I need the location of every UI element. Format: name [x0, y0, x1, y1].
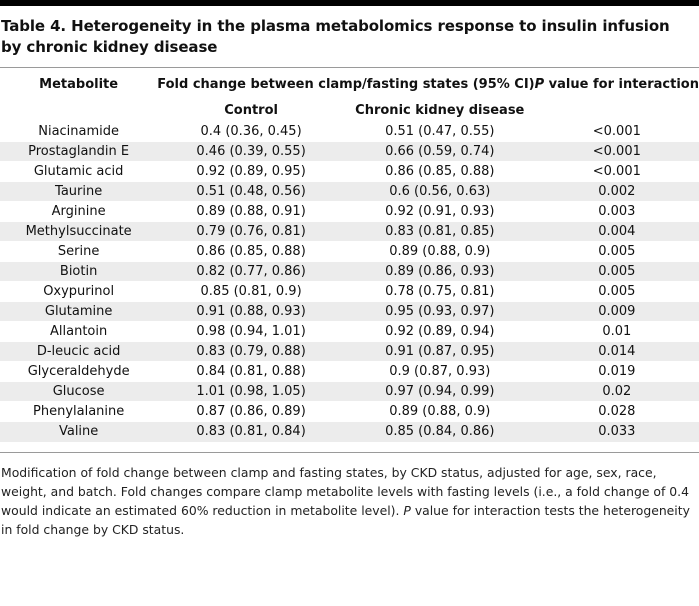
cell-ckd: 0.97 (0.94, 0.99) [345, 382, 535, 402]
cell-p-value: 0.02 [535, 382, 699, 402]
header-p-italic: P [534, 76, 545, 92]
cell-control: 0.98 (0.94, 1.01) [157, 322, 345, 342]
table-title: Table 4. Heterogeneity in the plasma metabolomics response to insulin infusion by chronic kidney disease [1, 17, 670, 56]
cell-ckd: 0.86 (0.85, 0.88) [345, 162, 535, 182]
header-p-value [535, 68, 699, 100]
table-row [0, 362, 699, 382]
cell-ckd: 0.92 (0.91, 0.93) [345, 202, 535, 222]
table-row [0, 202, 699, 222]
cell-p-value: <0.001 [535, 162, 699, 182]
footnote-part1: Modification of fold change between clamp and fasting states, by CKD status, adjusted for age, sex, race, weight, and batch. Fold changes compare clamp metabolite levels with fasting levels (i.e., a fold change of 0.4 would indicate an estimated 60% reduction in metabolite level). [1, 464, 690, 518]
cell-p-value: 0.014 [535, 342, 699, 362]
cell-p-value: 0.005 [535, 242, 699, 262]
cell-control: 0.86 (0.85, 0.88) [157, 242, 345, 262]
cell-control: 0.46 (0.39, 0.55) [157, 142, 345, 162]
cell-ckd: 0.95 (0.93, 0.97) [345, 302, 535, 322]
table-row [0, 342, 699, 362]
table-row [0, 162, 699, 182]
cell-metabolite: Valine [0, 422, 157, 442]
cell-ckd: 0.66 (0.59, 0.74) [345, 142, 535, 162]
cell-ckd: 0.85 (0.84, 0.86) [345, 422, 535, 442]
cell-metabolite: Niacinamide [0, 122, 157, 142]
cell-control: 0.51 (0.48, 0.56) [157, 182, 345, 202]
header-control: Control [224, 103, 278, 118]
cell-metabolite: Glutamine [0, 302, 157, 322]
footnote-p-italic: P [403, 502, 411, 518]
metabolomics-table [0, 68, 699, 442]
cell-p-value: 0.009 [535, 302, 699, 322]
cell-ckd: 0.83 (0.81, 0.85) [345, 222, 535, 242]
cell-control: 0.82 (0.77, 0.86) [157, 262, 345, 282]
cell-control: 0.87 (0.86, 0.89) [157, 402, 345, 422]
cell-p-value: 0.005 [535, 262, 699, 282]
cell-control: 0.91 (0.88, 0.93) [157, 302, 345, 322]
table-row [0, 122, 699, 142]
cell-ckd: 0.91 (0.87, 0.95) [345, 342, 535, 362]
header-ckd: Chronic kidney disease [355, 103, 525, 118]
cell-ckd: 0.9 (0.87, 0.93) [345, 362, 535, 382]
cell-ckd: 0.92 (0.89, 0.94) [345, 322, 535, 342]
cell-metabolite: Glucose [0, 382, 157, 402]
cell-p-value: 0.028 [535, 402, 699, 422]
cell-control: 1.01 (0.98, 1.05) [157, 382, 345, 402]
header-empty [0, 100, 157, 122]
top-bar [0, 0, 699, 6]
cell-p-value: 0.004 [535, 222, 699, 242]
cell-control: 0.84 (0.81, 0.88) [157, 362, 345, 382]
cell-ckd: 0.78 (0.75, 0.81) [345, 282, 535, 302]
table-footnote [0, 453, 699, 539]
footnote-part2: value for interaction tests the heterogeneity in fold change by CKD status. [1, 502, 690, 537]
header-empty-2 [535, 100, 699, 122]
cell-metabolite: Arginine [0, 202, 157, 222]
cell-p-value: 0.003 [535, 202, 699, 222]
cell-metabolite: Biotin [0, 262, 157, 282]
cell-p-value: <0.001 [535, 122, 699, 142]
table-row [0, 182, 699, 202]
cell-metabolite: Taurine [0, 182, 157, 202]
cell-p-value: 0.002 [535, 182, 699, 202]
cell-ckd: 0.89 (0.88, 0.9) [345, 402, 535, 422]
table-row [0, 422, 699, 442]
cell-metabolite: Prostaglandin E [0, 142, 157, 162]
cell-ckd: 0.6 (0.56, 0.63) [345, 182, 535, 202]
header-fold-change: Fold change between clamp/fasting states (95% CI) [157, 76, 535, 92]
table-row [0, 402, 699, 422]
cell-ckd: 0.51 (0.47, 0.55) [345, 122, 535, 142]
cell-metabolite: Methylsuccinate [0, 222, 157, 242]
table-row [0, 242, 699, 262]
cell-p-value: 0.01 [535, 322, 699, 342]
cell-ckd: 0.89 (0.88, 0.9) [345, 242, 535, 262]
table-row [0, 282, 699, 302]
table-row [0, 302, 699, 322]
cell-p-value: 0.019 [535, 362, 699, 382]
table-row [0, 222, 699, 242]
cell-control: 0.79 (0.76, 0.81) [157, 222, 345, 242]
cell-metabolite: Glyceraldehyde [0, 362, 157, 382]
cell-metabolite: Phenylalanine [0, 402, 157, 422]
cell-control: 0.83 (0.81, 0.84) [157, 422, 345, 442]
cell-control: 0.83 (0.79, 0.88) [157, 342, 345, 362]
cell-control: 0.85 (0.81, 0.9) [157, 282, 345, 302]
table-body [0, 122, 699, 442]
cell-metabolite: Oxypurinol [0, 282, 157, 302]
cell-metabolite: Serine [0, 242, 157, 262]
cell-control: 0.92 (0.89, 0.95) [157, 162, 345, 182]
table-row [0, 382, 699, 402]
cell-control: 0.4 (0.36, 0.45) [157, 122, 345, 142]
cell-p-value: <0.001 [535, 142, 699, 162]
cell-p-value: 0.033 [535, 422, 699, 442]
cell-p-value: 0.005 [535, 282, 699, 302]
cell-ckd: 0.89 (0.86, 0.93) [345, 262, 535, 282]
cell-metabolite: Glutamic acid [0, 162, 157, 182]
table-row [0, 322, 699, 342]
table-row [0, 142, 699, 162]
table-row [0, 262, 699, 282]
header-metabolite: Metabolite [39, 76, 119, 92]
cell-control: 0.89 (0.88, 0.91) [157, 202, 345, 222]
cell-metabolite: D-leucic acid [0, 342, 157, 362]
header-p-rest: value for interaction [544, 76, 699, 92]
cell-metabolite: Allantoin [0, 322, 157, 342]
